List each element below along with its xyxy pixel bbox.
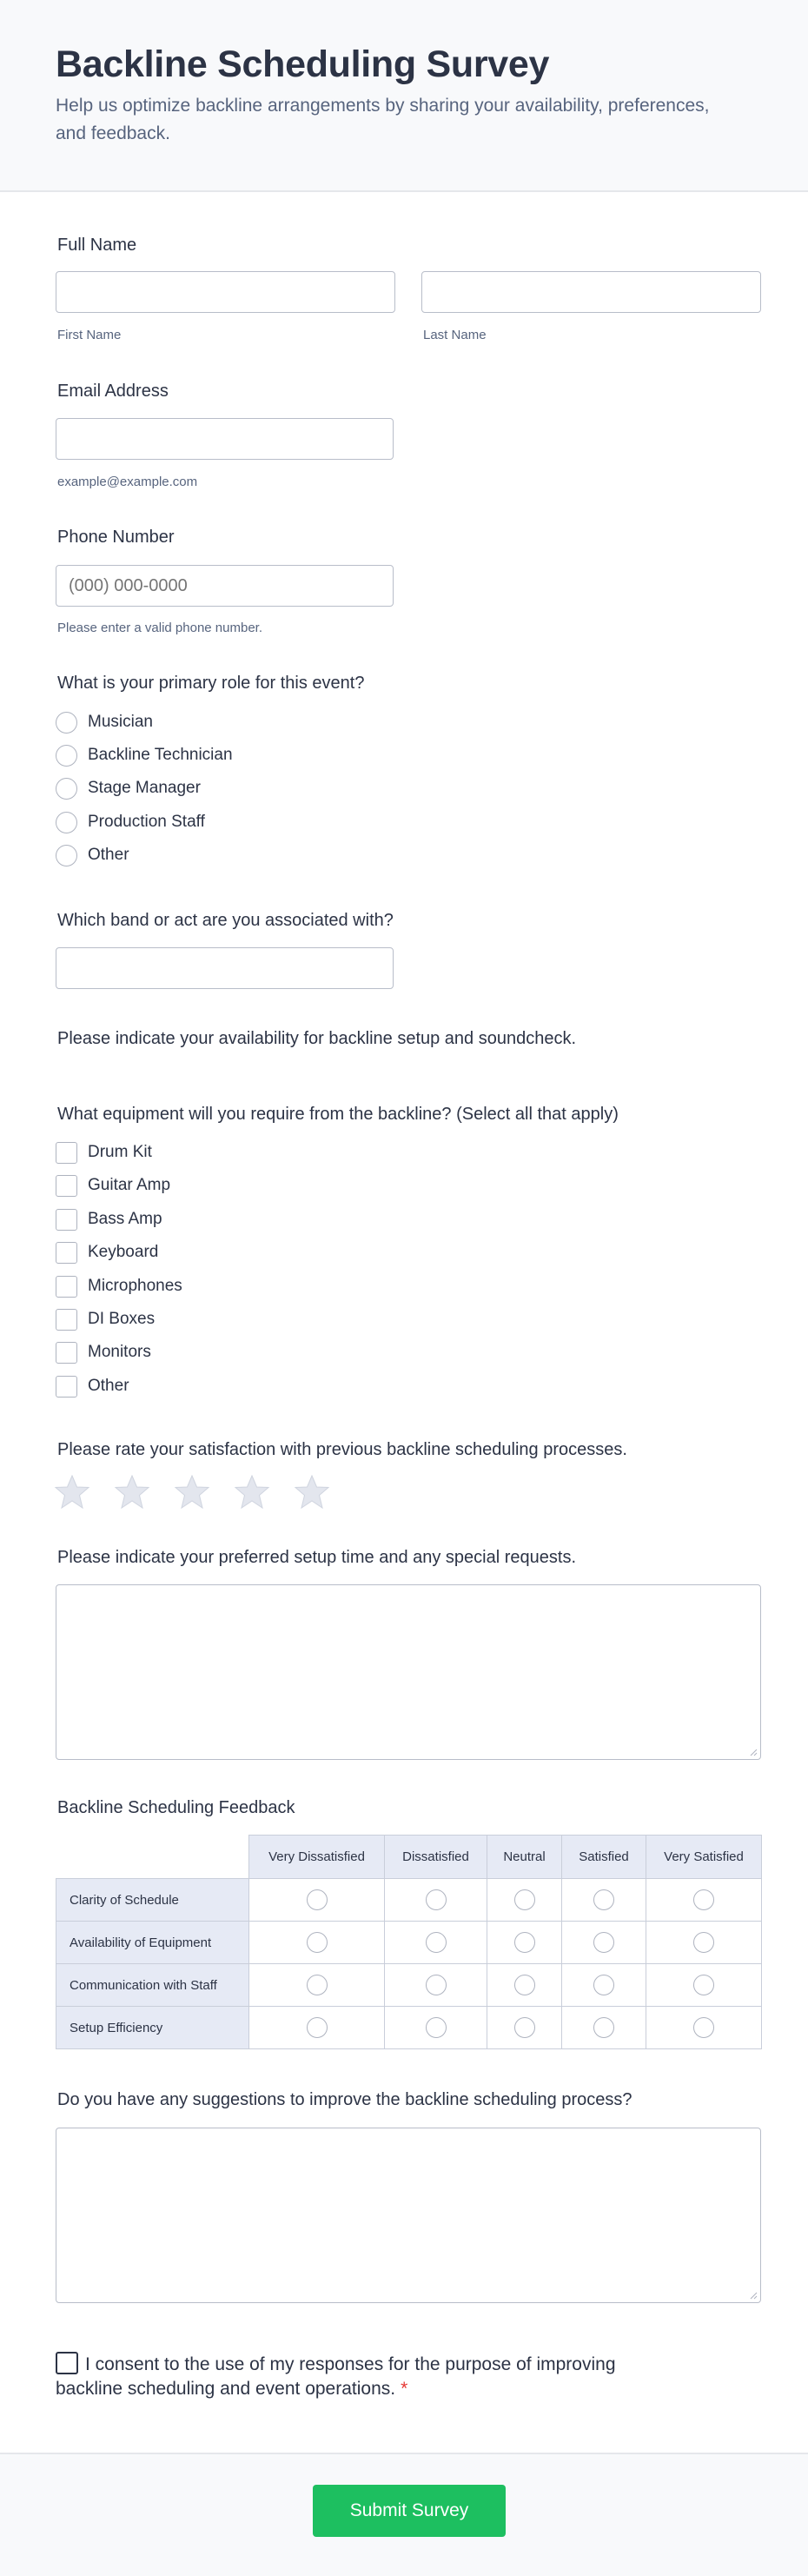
submit-button[interactable]: Submit Survey bbox=[313, 2485, 506, 2537]
matrix-radio[interactable] bbox=[514, 1975, 535, 1995]
equipment-option[interactable]: Drum Kit bbox=[56, 1141, 152, 1164]
email-label: Email Address bbox=[57, 382, 169, 401]
matrix-row bbox=[56, 1879, 762, 1922]
equipment-option[interactable]: Keyboard bbox=[56, 1241, 158, 1264]
equipment-question: What equipment will you require from the backline? (Select all that apply) bbox=[57, 1105, 619, 1124]
equipment-option[interactable]: Guitar Amp bbox=[56, 1174, 170, 1197]
setup-textarea[interactable] bbox=[56, 1584, 761, 1760]
matrix-radio[interactable] bbox=[514, 1932, 535, 1953]
matrix-row bbox=[56, 2007, 762, 2049]
role-question: What is your primary role for this event? bbox=[57, 674, 365, 693]
role-option[interactable]: Other bbox=[56, 844, 129, 866]
form-header bbox=[0, 0, 808, 192]
matrix-row-label: Availability of Equipment bbox=[56, 1922, 249, 1964]
last-name-input[interactable] bbox=[421, 271, 761, 313]
radio-button[interactable] bbox=[56, 845, 77, 866]
matrix-radio[interactable] bbox=[693, 1932, 714, 1953]
matrix-radio[interactable] bbox=[514, 1889, 535, 1910]
matrix-row bbox=[56, 1922, 762, 1964]
star-icon[interactable] bbox=[114, 1475, 150, 1510]
form-footer bbox=[0, 2453, 808, 2576]
matrix-row-label: Setup Efficiency bbox=[56, 2007, 249, 2049]
matrix-column-header: Dissatisfied bbox=[385, 1836, 487, 1879]
resize-grip-icon[interactable] bbox=[749, 1748, 758, 1756]
checkbox[interactable] bbox=[56, 1342, 77, 1364]
matrix-radio[interactable] bbox=[426, 2017, 447, 2038]
checkbox[interactable] bbox=[56, 1242, 77, 1264]
matrix-radio[interactable] bbox=[593, 1975, 614, 1995]
checkbox[interactable] bbox=[56, 1376, 77, 1398]
star-icon[interactable] bbox=[294, 1475, 330, 1510]
matrix-radio[interactable] bbox=[307, 1975, 328, 1995]
matrix-column-header: Neutral bbox=[487, 1836, 562, 1879]
checkbox[interactable] bbox=[56, 1142, 77, 1164]
matrix-radio[interactable] bbox=[307, 2017, 328, 2038]
star-icon[interactable] bbox=[54, 1475, 90, 1510]
matrix-radio[interactable] bbox=[593, 1932, 614, 1953]
matrix-radio[interactable] bbox=[307, 1932, 328, 1953]
matrix-radio[interactable] bbox=[426, 1932, 447, 1953]
last-name-sublabel: Last Name bbox=[423, 328, 487, 342]
matrix-column-header: Satisfied bbox=[562, 1836, 646, 1879]
equipment-option[interactable]: Bass Amp bbox=[56, 1208, 162, 1231]
full-name-label: Full Name bbox=[57, 236, 137, 255]
email-input[interactable] bbox=[56, 418, 394, 460]
suggestions-textarea[interactable] bbox=[56, 2128, 761, 2303]
role-option[interactable]: Production Staff bbox=[56, 811, 205, 833]
suggestions-question: Do you have any suggestions to improve the backline scheduling process? bbox=[57, 2090, 632, 2109]
role-option[interactable]: Stage Manager bbox=[56, 777, 201, 800]
matrix-radio[interactable] bbox=[514, 2017, 535, 2038]
matrix-radio[interactable] bbox=[693, 1975, 714, 1995]
matrix-column-header: Very Dissatisfied bbox=[249, 1836, 385, 1879]
matrix-column-header: Very Satisfied bbox=[646, 1836, 762, 1879]
phone-sublabel: Please enter a valid phone number. bbox=[57, 621, 262, 635]
first-name-sublabel: First Name bbox=[57, 328, 122, 342]
matrix-radio[interactable] bbox=[593, 1889, 614, 1910]
equipment-option[interactable]: Microphones bbox=[56, 1275, 182, 1298]
resize-grip-icon[interactable] bbox=[749, 2291, 758, 2300]
checkbox[interactable] bbox=[56, 1309, 77, 1331]
phone-input[interactable] bbox=[56, 565, 394, 607]
checkbox[interactable] bbox=[56, 1276, 77, 1298]
form-title: Backline Scheduling Survey bbox=[56, 43, 550, 85]
required-mark: * bbox=[401, 2379, 408, 2399]
phone-label: Phone Number bbox=[57, 528, 175, 547]
matrix-radio[interactable] bbox=[693, 2017, 714, 2038]
radio-button[interactable] bbox=[56, 812, 77, 833]
matrix-radio[interactable] bbox=[693, 1889, 714, 1910]
radio-button[interactable] bbox=[56, 778, 77, 800]
matrix-row-label: Clarity of Schedule bbox=[56, 1879, 249, 1922]
matrix-radio[interactable] bbox=[426, 1975, 447, 1995]
email-sublabel: example@example.com bbox=[57, 475, 198, 489]
matrix-title: Backline Scheduling Feedback bbox=[57, 1798, 295, 1817]
matrix-row-label: Communication with Staff bbox=[56, 1964, 249, 2007]
availability-question: Please indicate your availability for backline setup and soundcheck. bbox=[57, 1029, 577, 1048]
star-icon[interactable] bbox=[174, 1475, 210, 1510]
matrix-radio[interactable] bbox=[593, 2017, 614, 2038]
equipment-option[interactable]: Monitors bbox=[56, 1341, 151, 1364]
checkbox[interactable] bbox=[56, 1209, 77, 1231]
matrix-radio[interactable] bbox=[426, 1889, 447, 1910]
checkbox[interactable] bbox=[56, 1175, 77, 1197]
first-name-input[interactable] bbox=[56, 271, 395, 313]
setup-question: Please indicate your preferred setup time and any special requests. bbox=[57, 1548, 577, 1567]
radio-button[interactable] bbox=[56, 712, 77, 734]
role-option[interactable]: Backline Technician bbox=[56, 744, 233, 767]
form-subtitle: Help us optimize backline arrangements by sharing your availability, preferences, and feedback. bbox=[56, 96, 710, 143]
band-input[interactable] bbox=[56, 947, 394, 989]
star-icon[interactable] bbox=[234, 1475, 270, 1510]
matrix-row bbox=[56, 1964, 762, 2007]
role-option[interactable]: Musician bbox=[56, 711, 153, 734]
consent-text: I consent to the use of my responses for the purpose of improving backline scheduling and event operations. bbox=[56, 2354, 616, 2399]
consent-field bbox=[56, 2352, 664, 2401]
consent-checkbox[interactable] bbox=[56, 2352, 78, 2374]
equipment-option[interactable]: Other bbox=[56, 1375, 129, 1398]
radio-button[interactable] bbox=[56, 745, 77, 767]
rating-question: Please rate your satisfaction with previous backline scheduling processes. bbox=[57, 1440, 627, 1459]
band-question: Which band or act are you associated with? bbox=[57, 911, 394, 930]
equipment-option[interactable]: DI Boxes bbox=[56, 1308, 155, 1331]
matrix-radio[interactable] bbox=[307, 1889, 328, 1910]
feedback-matrix bbox=[56, 1835, 762, 2049]
